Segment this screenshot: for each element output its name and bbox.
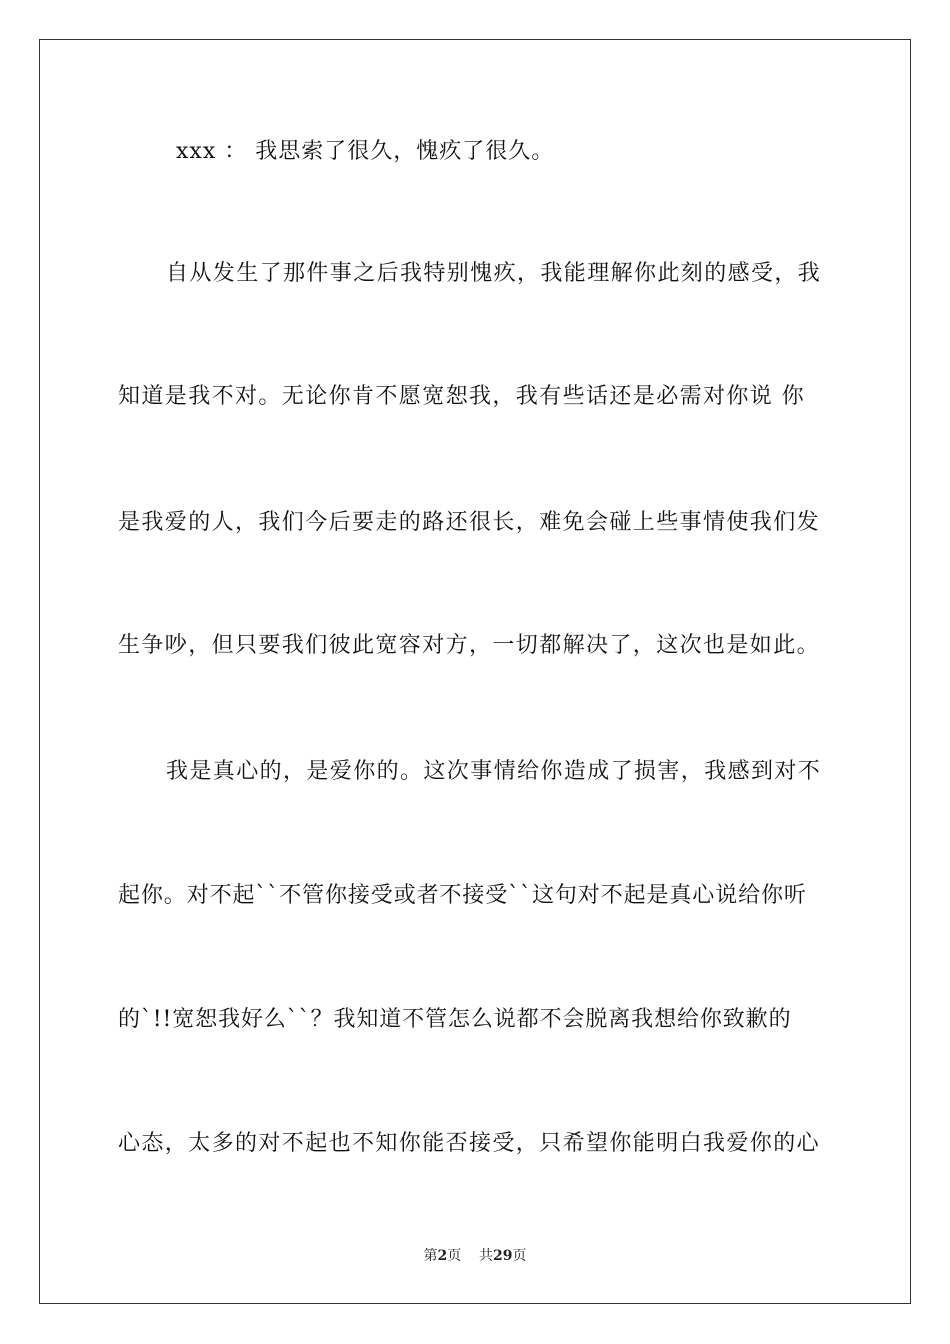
total-label-suffix: 页 xyxy=(512,1248,527,1264)
paragraph-line-5: 我是真心的，是爱你的。这次事情给你造成了损害，我感到对不 xyxy=(166,759,822,784)
page-footer xyxy=(0,1247,950,1265)
paragraph-line-1: 自从发生了那件事之后我特别愧疚，我能理解你此刻的感受，我 xyxy=(166,261,822,286)
paragraph-line-7: 的`!!宽恕我好么``？我知道不管怎么说都不会脱离我想给你致歉的 xyxy=(118,1007,792,1032)
page-border xyxy=(39,39,911,1304)
salutation-line: xxx ： 我思索了很久，愧疚了很久。 xyxy=(176,139,555,164)
page-number: 2 xyxy=(437,1248,448,1264)
page-label-prefix: 第 xyxy=(423,1248,438,1264)
total-pages: 29 xyxy=(493,1248,513,1264)
paragraph-line-3: 是我爱的人，我们今后要走的路还很长，难免会碰上些事情使我们发 xyxy=(118,510,821,535)
paragraph-line-4: 生争吵，但只要我们彼此宽容对方，一切都解决了，这次也是如此。 xyxy=(118,633,821,658)
page-label-suffix: 页 xyxy=(447,1248,462,1264)
paragraph-line-6: 起你。对不起``不管你接受或者不接受``这句对不起是真心说给你听 xyxy=(118,883,807,908)
paragraph-line-8: 心态，太多的对不起也不知你能否接受，只希望你能明白我爱你的心 xyxy=(118,1131,821,1156)
total-label-prefix: 共 xyxy=(479,1248,494,1264)
paragraph-line-2: 知道是我不对。无论你肯不愿宽恕我，我有些话还是必需对你说 你 xyxy=(118,384,805,409)
